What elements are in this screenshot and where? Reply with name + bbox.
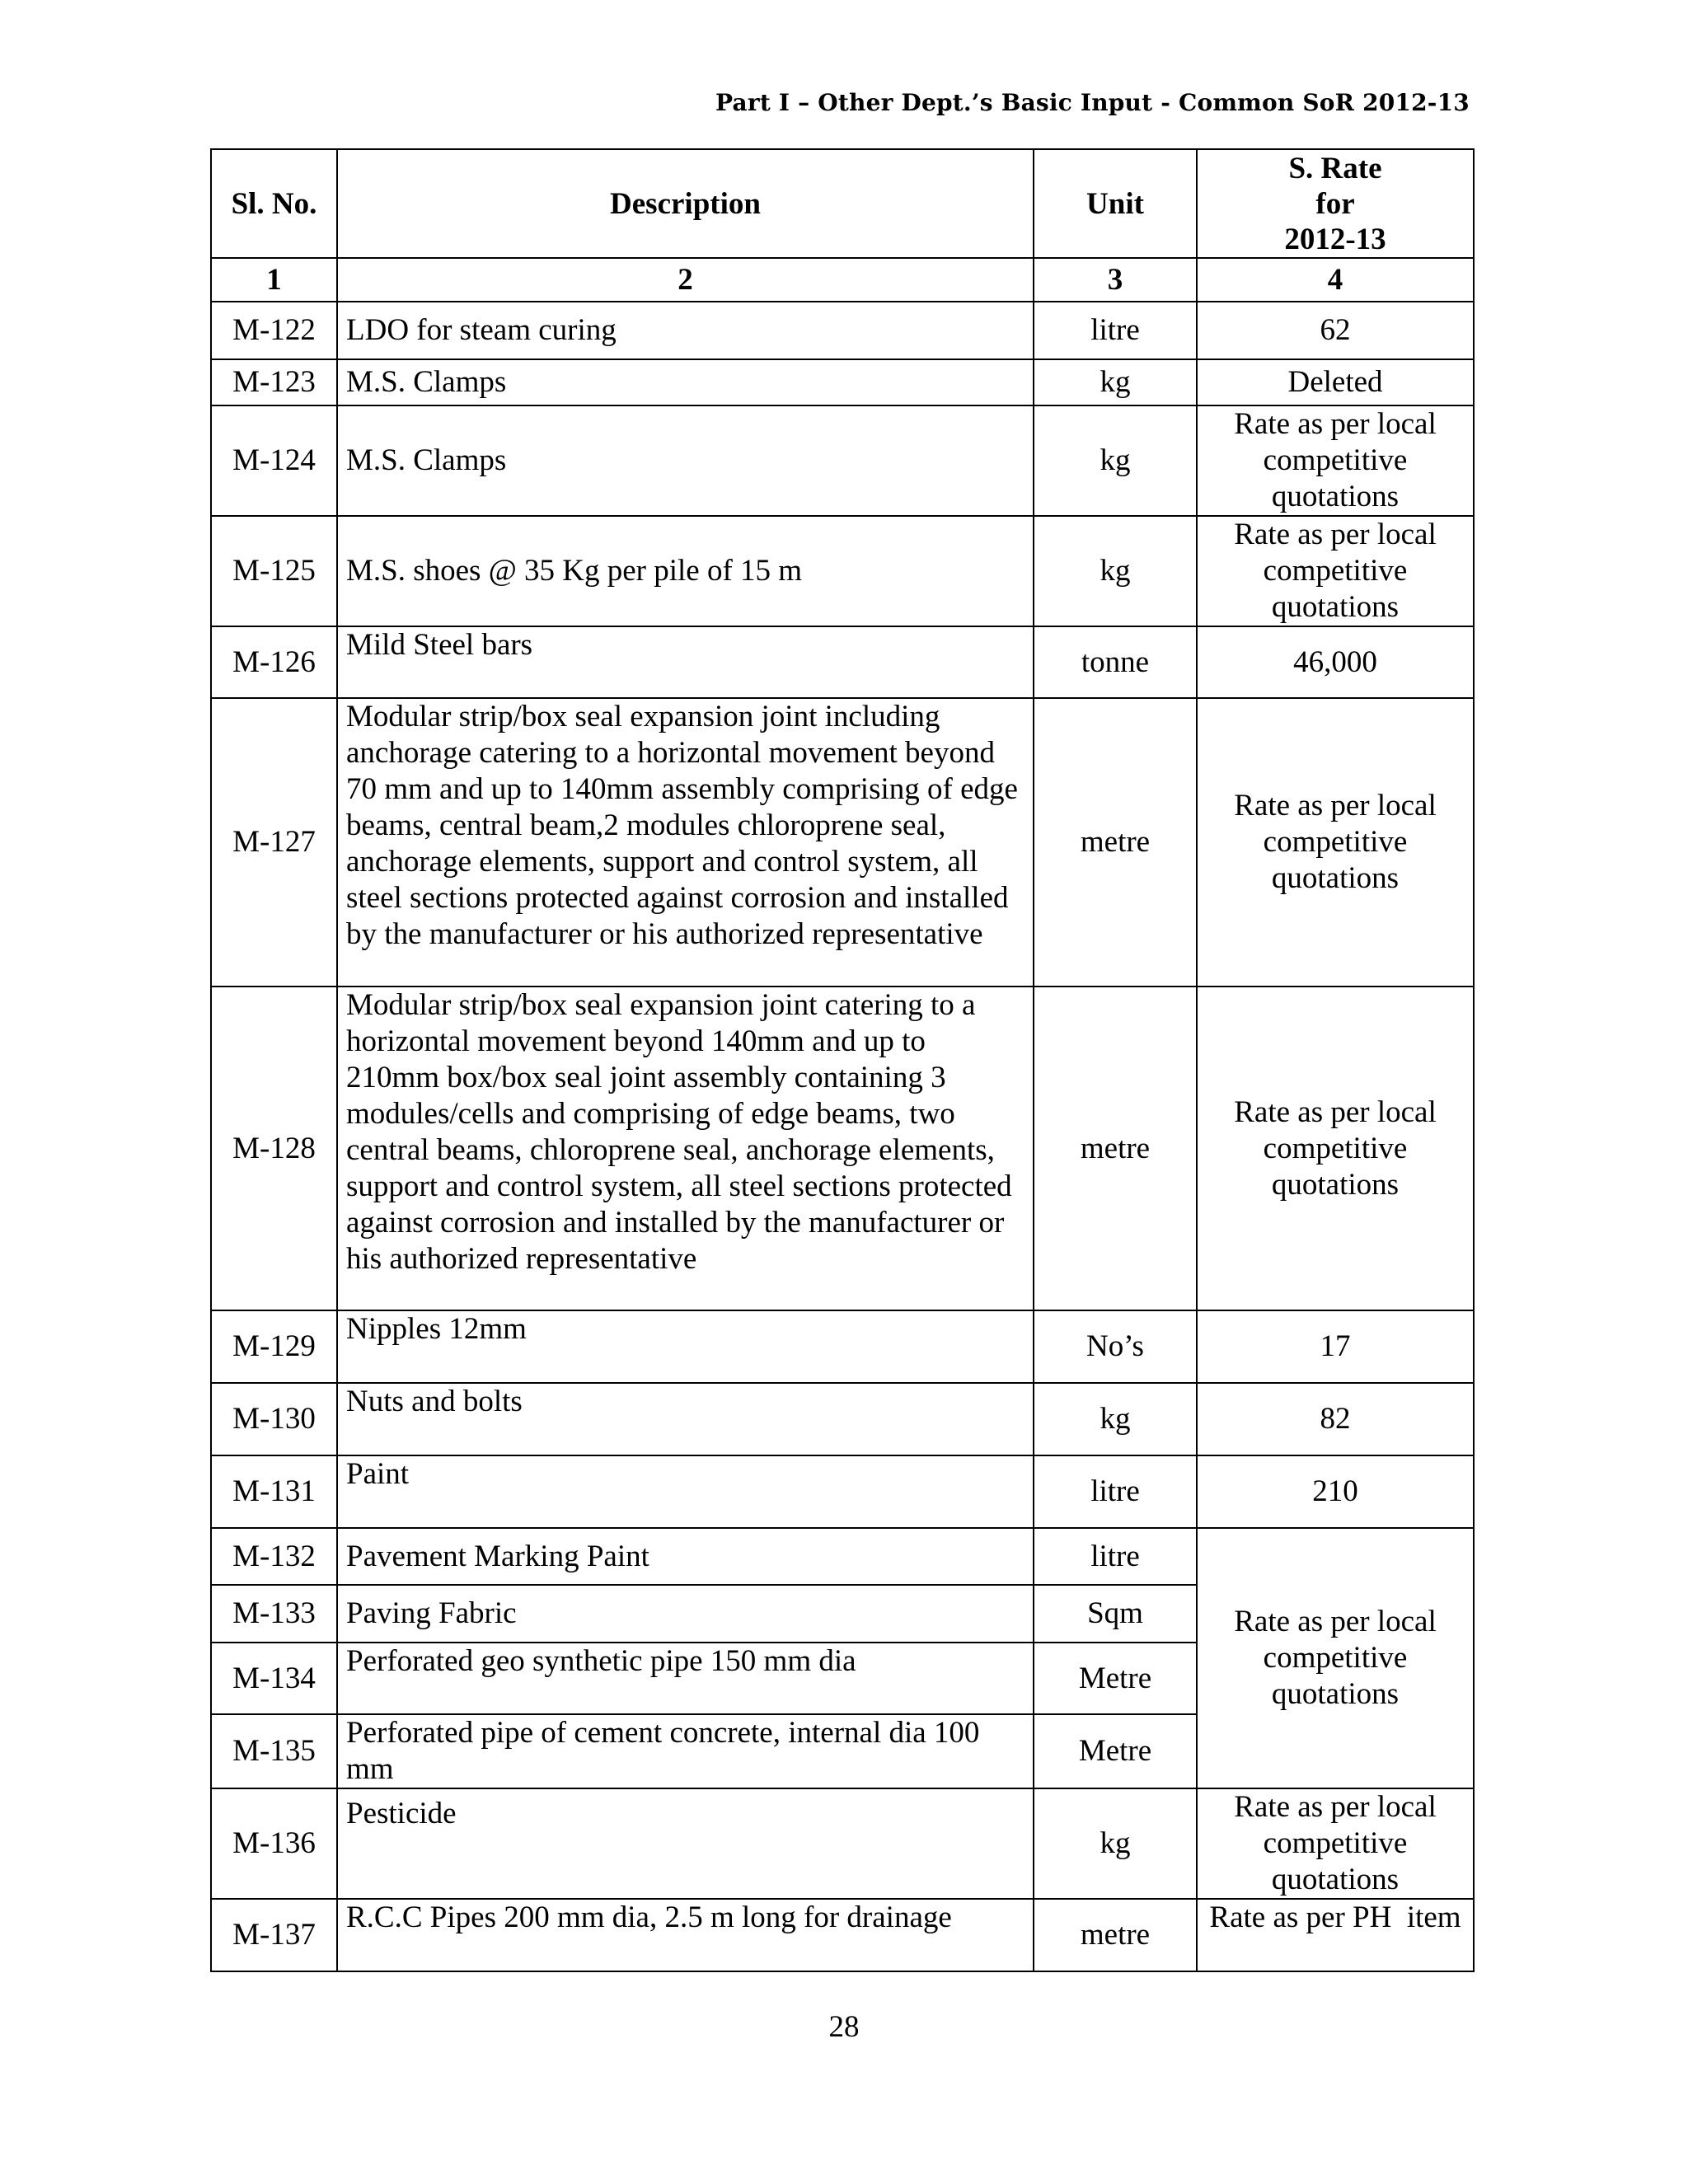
rate-cell: Rate as per local competitive quotations	[1197, 405, 1474, 516]
unit-cell: kg	[1034, 1788, 1197, 1899]
unit-cell: metre	[1034, 1899, 1197, 1971]
rate-cell: 46,000	[1197, 626, 1474, 698]
description-cell: Mild Steel bars	[337, 626, 1034, 698]
header-sl-no: Sl. No.	[211, 149, 337, 258]
rate-cell: 62	[1197, 302, 1474, 359]
sl-no-cell: M-128	[211, 987, 337, 1310]
table-row	[211, 405, 1474, 516]
unit-cell: metre	[1034, 698, 1197, 987]
column-number: 3	[1034, 258, 1197, 302]
description-cell: Pesticide	[337, 1788, 1034, 1899]
sl-no-cell: M-131	[211, 1455, 337, 1528]
unit-cell: litre	[1034, 1455, 1197, 1528]
description-cell: M.S. shoes @ 35 Kg per pile of 15 m	[337, 516, 1034, 626]
unit-cell: No’s	[1034, 1310, 1197, 1383]
sl-no-cell: M-129	[211, 1310, 337, 1383]
sl-no-cell: M-130	[211, 1383, 337, 1455]
sl-no-cell: M-123	[211, 359, 337, 405]
description-cell: Perforated geo synthetic pipe 150 mm dia	[337, 1643, 1034, 1714]
table-row	[211, 516, 1474, 626]
table-row	[211, 1528, 1474, 1585]
table-row	[211, 359, 1474, 405]
table-row	[211, 1899, 1474, 1971]
column-number: 2	[337, 258, 1034, 302]
table-row	[211, 1310, 1474, 1383]
unit-cell: Metre	[1034, 1714, 1197, 1788]
table-row	[211, 302, 1474, 359]
sl-no-cell: M-134	[211, 1643, 337, 1714]
sl-no-cell: M-137	[211, 1899, 337, 1971]
rate-cell: 17	[1197, 1310, 1474, 1383]
unit-cell: Sqm	[1034, 1585, 1197, 1643]
sl-no-cell: M-122	[211, 302, 337, 359]
header-description: Description	[337, 149, 1034, 258]
description-cell: Nuts and bolts	[337, 1383, 1034, 1455]
description-cell: Pavement Marking Paint	[337, 1528, 1034, 1585]
description-cell: Nipples 12mm	[337, 1310, 1034, 1383]
unit-cell: kg	[1034, 405, 1197, 516]
description-cell: Modular strip/box seal expansion joint catering to a horizontal movement beyond 140mm and up to 210mm box/box seal joint assembly containing 3 modules/cells and comprising of edge beams, two central beams, chloroprene seal, anchorage elements, support and control system, all steel sections protected against corrosion and installed by the manufacturer or his authorized representative	[337, 987, 1034, 1310]
unit-cell: kg	[1034, 516, 1197, 626]
rate-cell: Deleted	[1197, 359, 1474, 405]
header-unit: Unit	[1034, 149, 1197, 258]
sl-no-cell: M-132	[211, 1528, 337, 1585]
description-cell: Paint	[337, 1455, 1034, 1528]
sl-no-cell: M-127	[211, 698, 337, 987]
table-row	[211, 1788, 1474, 1899]
header-rate: S. Rate for 2012-13	[1197, 149, 1474, 258]
sl-no-cell: M-126	[211, 626, 337, 698]
table-row	[211, 987, 1474, 1310]
description-cell: Perforated pipe of cement concrete, internal dia 100 mm	[337, 1714, 1034, 1788]
column-number: 1	[211, 258, 337, 302]
description-cell: M.S. Clamps	[337, 405, 1034, 516]
rate-cell: 82	[1197, 1383, 1474, 1455]
description-cell: LDO for steam curing	[337, 302, 1034, 359]
unit-cell: kg	[1034, 1383, 1197, 1455]
table-row	[211, 1383, 1474, 1455]
unit-cell: metre	[1034, 987, 1197, 1310]
rate-cell-merged: Rate as per local competitive quotations	[1197, 1528, 1474, 1788]
rate-cell: Rate as per PH item	[1197, 1899, 1474, 1971]
rate-cell: Rate as per local competitive quotations	[1197, 1788, 1474, 1899]
table-row	[211, 1455, 1474, 1528]
description-cell: M.S. Clamps	[337, 359, 1034, 405]
sl-no-cell: M-125	[211, 516, 337, 626]
rate-cell: Rate as per local competitive quotations	[1197, 698, 1474, 987]
sl-no-cell: M-135	[211, 1714, 337, 1788]
unit-cell: kg	[1034, 359, 1197, 405]
description-cell: Paving Fabric	[337, 1585, 1034, 1643]
schedule-of-rates-table	[210, 148, 1475, 1972]
rate-cell: Rate as per local competitive quotations	[1197, 516, 1474, 626]
table-header-row	[211, 149, 1474, 258]
rate-cell: Rate as per local competitive quotations	[1197, 987, 1474, 1310]
description-cell: Modular strip/box seal expansion joint including anchorage catering to a horizontal movement beyond 70 mm and up to 140mm assembly comprising of edge beams, central beam,2 modules chloroprene seal, anchorage elements, support and control system, all steel sections protected against corrosion and installed by the manufacturer or his authorized representative	[337, 698, 1034, 987]
sl-no-cell: M-136	[211, 1788, 337, 1899]
unit-cell: tonne	[1034, 626, 1197, 698]
sl-no-cell: M-124	[211, 405, 337, 516]
description-cell: R.C.C Pipes 200 mm dia, 2.5 m long for drainage	[337, 1899, 1034, 1971]
unit-cell: litre	[1034, 302, 1197, 359]
table-row	[211, 626, 1474, 698]
page-number: 28	[828, 2010, 860, 2044]
column-number: 4	[1197, 258, 1474, 302]
unit-cell: Metre	[1034, 1643, 1197, 1714]
unit-cell: litre	[1034, 1528, 1197, 1585]
column-number-row	[211, 258, 1474, 302]
rate-cell: 210	[1197, 1455, 1474, 1528]
table-row	[211, 698, 1474, 987]
running-header: Part I – Other Dept.’s Basic Input - Common SoR 2012-13	[715, 89, 1470, 116]
sl-no-cell: M-133	[211, 1585, 337, 1643]
